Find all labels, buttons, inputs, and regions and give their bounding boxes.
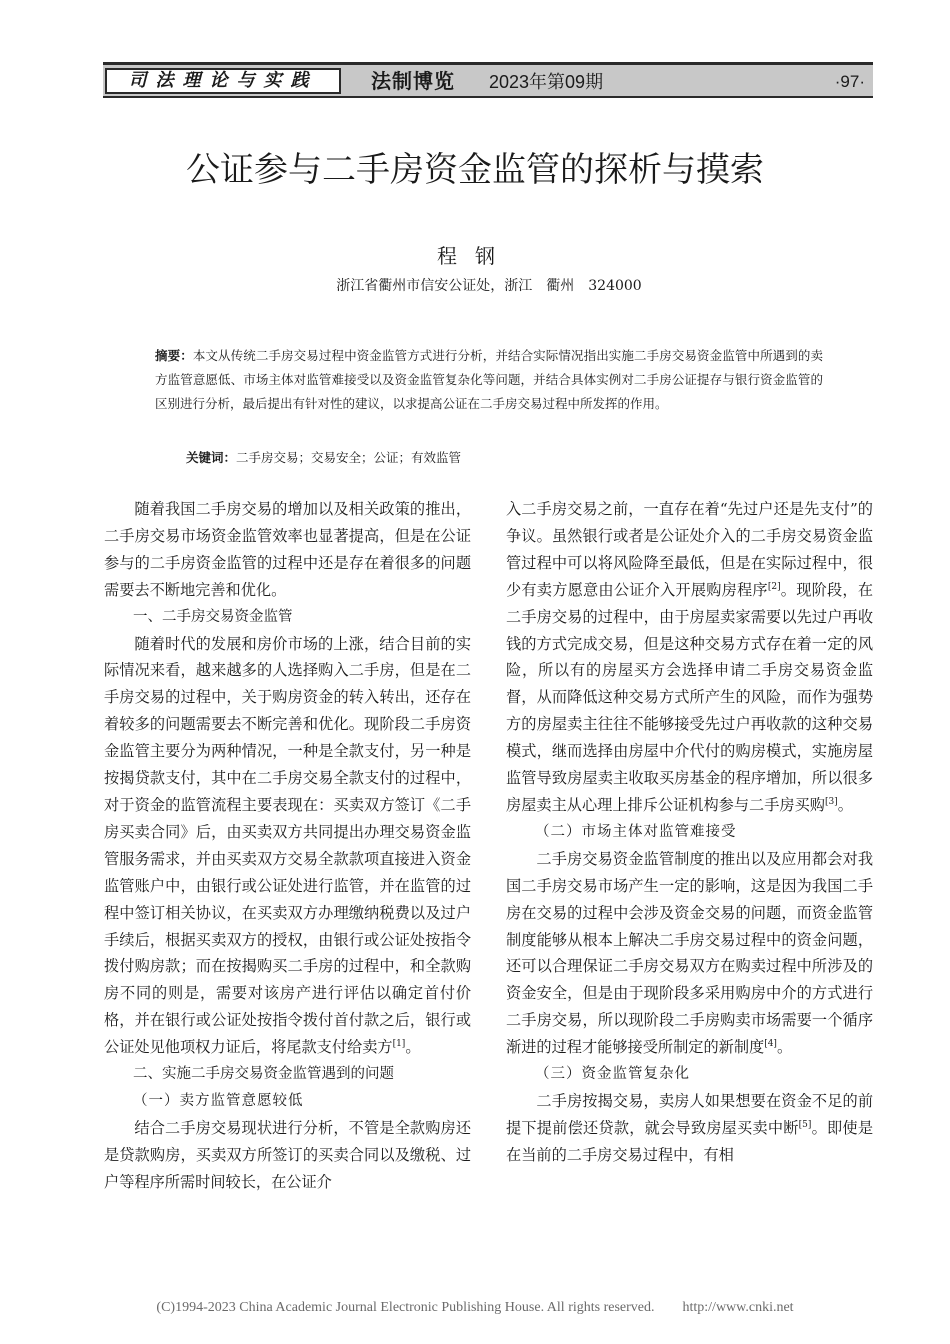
citation-ref: [3] [824,796,838,807]
keywords [186,446,826,470]
paragraph-text: 二手房按揭交易，卖房人如果想要在资金不足的前提下提前偿还贷款，就会导致房屋买卖中断 [506,1091,873,1137]
paragraph-text: 二手房交易资金监管制度的推出以及应用都会对我国二手房交易市场产生一定的影响，这是因为我国二手房在交易的过程中会涉及资金交易的问题，而资金监管制度能够从根本上解决二手房交易过程中的资金问题，还可以合理保证二手房交易双方在购卖过程中所涉及的资金安全，但是由于现阶段多采用购房中介的方式进行二手房交易，所以现阶段二手房购卖市场需要一个循序渐进的过程才能够接受所制定的新制度 [506,849,873,1057]
subsection-heading: （三）资金监管复杂化 [535,1066,690,1083]
citation-ref: [5] [798,1119,812,1130]
paragraph [506,496,873,819]
paragraph-end: 。 [837,795,853,814]
paragraph: 结合二手房交易现状进行分析，不管是全款购房还是贷款购房，买卖双方所签订的买卖合同以及缴税、过户等程序所需时间较长，在公证介 [104,1118,471,1191]
journal-name: 法制博览 [371,69,455,93]
section-heading: 二、实施二手房交易资金监管遇到的问题 [133,1066,394,1083]
citation-ref: [1] [392,1039,406,1050]
paragraph-text: 。现阶段，在二手房交易的过程中，由于房屋卖家需要以先过户再收钱的方式完成交易，但是这种交易方式存在着一定的风险，所以有的房屋买方会选择申请二手房交易资金监督，从而降低这种交易方式所产生的风险，而作为强势方的房屋卖主往往不能够接受先过户再收款的这种交易模式，继而选择由房屋中介代付的购房模式，实施房屋监管导致房屋卖主收取买房基金的程序增加，所以很多房屋卖主从心理上排斥公证机构参与二手房买购 [506,580,874,814]
abstract-label: 摘要： [155,348,193,363]
paragraph [506,1088,873,1169]
paragraph-text: 随着时代的发展和房价市场的上涨，结合目前的实际情况来看，越来越多的人选择购入二手房，但是在二手房交易的过程中，关于购房资金的转入转出，还存在着较多的问题需要去不断完善和优化。现阶段二手房资金监管主要分为两种情况，一种是全款支付，另一种是按揭贷款支付，其中在二手房交易全款支付的过程中，对于资金的监管流程主要表现在：买卖双方签订《二手房买卖合同》后，由买卖双方共同提出办理交易资金监管服务需求，并由买卖双方交易全款款项直接进入资金监管账户中，由银行或公证处进行监管，并在监管的过程中签订相关协议，在买卖双方办理缴纳税费以及过户手续后，根据买卖双方的授权，由银行或公证处按指令拨付购房款；而在按揭购买二手房的过程中，和全款购房不同的则是，需要对该房产进行评估以确定首付价格，并在银行或公证处按指令拨付首付款之后，银行或公证处见他项权力证后，将尾款支付给卖方 [104,634,471,1057]
citation-ref: [4] [764,1039,777,1050]
keywords-label: 关键词： [186,450,237,465]
paragraph-text: 。即使是在当前的二手房交易过程中，有相 [506,1118,874,1164]
issue-label: 2023年第09期 [489,72,604,92]
abstract-text: 本文从传统二手房交易过程中资金监管方式进行分析，并结合实际情况指出实施二手房交易资金监管中所遇到的卖方监管意愿低、市场主体对监管难接受以及资金监管复杂化等问题，并结合具体实例对二手房公证提存与银行资金监管的区别进行分析，最后提出有针对性的建议，以求提高公证在二手房交易过程中所发挥的作用。 [155,348,823,411]
author-affiliation: 浙江省衢州市信安公证处，浙江 衢州 324000 [336,278,642,294]
paragraph-end: 。 [776,1038,793,1057]
paragraph: 随着我国二手房交易的增加以及相关政策的推出，二手房交易市场资金监管效率也显著提高，但是在公证参与的二手房资金监管的过程中还是存在着很多的问题需要去不断地完善和优化。 [104,500,471,599]
page-number: ·97· [834,72,865,91]
paragraph-end: 。 [405,1038,421,1057]
column-name: 司法理论与实践 [105,68,341,94]
paragraph [104,631,471,1062]
copyright-footer: (C)1994-2023 China Academic Journal Electronic Publishing House. All rights reserved. http://www.cnki.net [156,1300,794,1315]
running-header [103,62,873,98]
article-title: 公证参与二手房资金监管的探析与摸索 [186,150,764,190]
subsection-heading: （一）卖方监管意愿较低 [133,1092,304,1109]
body-column-left [104,496,471,1196]
subsection-heading: （二）市场主体对监管难接受 [535,823,737,840]
body-column-right [506,496,873,1169]
paragraph-text: 入二手房交易之前，一直存在着“先过户还是先支付”的争议。虽然银行或者是公证处介入的二手房交易资金监管过程中可以将风险降至最低，但是在实际过程中，很少有卖方愿意由公证介入开展购房程序 [506,500,873,599]
section-heading: 一、二手房交易资金监管 [133,608,293,625]
paragraph [506,846,873,1061]
author-name: 程钢 [437,244,513,268]
abstract [155,344,823,416]
citation-ref: [2] [767,581,781,592]
keywords-text: 二手房交易；交易安全；公证；有效监管 [236,450,462,465]
